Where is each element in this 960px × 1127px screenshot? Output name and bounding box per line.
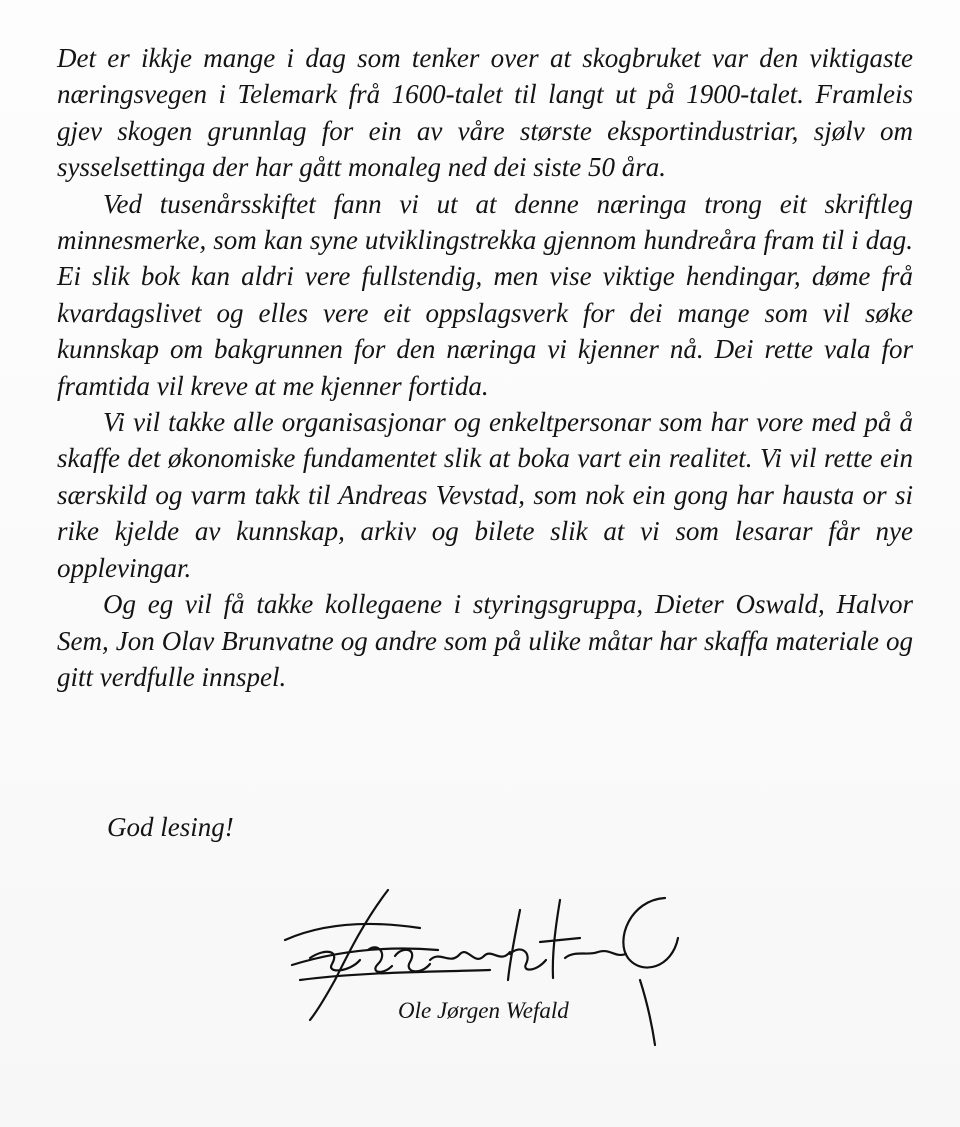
signer-name: Ole Jørgen Wefald: [398, 998, 569, 1023]
paragraph-4: Og eg vil få takke kollegaene i styringsgruppa, Dieter Oswald, Halvor Sem, Jon Olav Brunvatne og andre som på ulike måtar har skaffa materiale og gitt verdfulle innspel.: [57, 589, 913, 692]
handwritten-signature: [270, 880, 690, 1050]
paragraph-1: Det er ikkje mange i dag som tenker over at skogbruket var den viktigaste næringsvegen i Telemark frå 1600-talet til langt ut på 1900-talet. Framleis gjev skogen grunnlag for ein av våre største eksportindustriar, sjølv om sysselsettinga der har gått monaleg ned dei siste 50 åra.: [57, 43, 913, 183]
paragraph-2: Ved tusenårsskiftet fann vi ut at denne næringa trong eit skriftleg minnesmerke, som kan syne utviklingstrekka gjennom hundreåra fram til i dag. Ei slik bok kan aldri vere fullstendig, men vise viktige hendingar, døme frå kvardagslivet og elles vere eit oppslagsverk for dei mange som vil søke kunnskap om bakgrunnen for den næringa vi kjenner nå. Dei rette vala for framtida vil kreve at me kjenner fortida.: [57, 188, 913, 401]
paragraph-3: Vi vil takke alle organisasjonar og enkeltpersonar som har vore med på å skaffe det økonomiske fundamentet slik at boka vart ein realitet. Vi vil rette ein særskild og varm takk til Andreas Vevstad, som nok ein gong har hausta or si rike kjelde av kunnskap, arkiv og bilete slik at vi som lesarar får nye opplevingar.: [57, 407, 913, 583]
letter-body: [57, 40, 913, 695]
closing-greeting: God lesing!: [107, 812, 234, 842]
